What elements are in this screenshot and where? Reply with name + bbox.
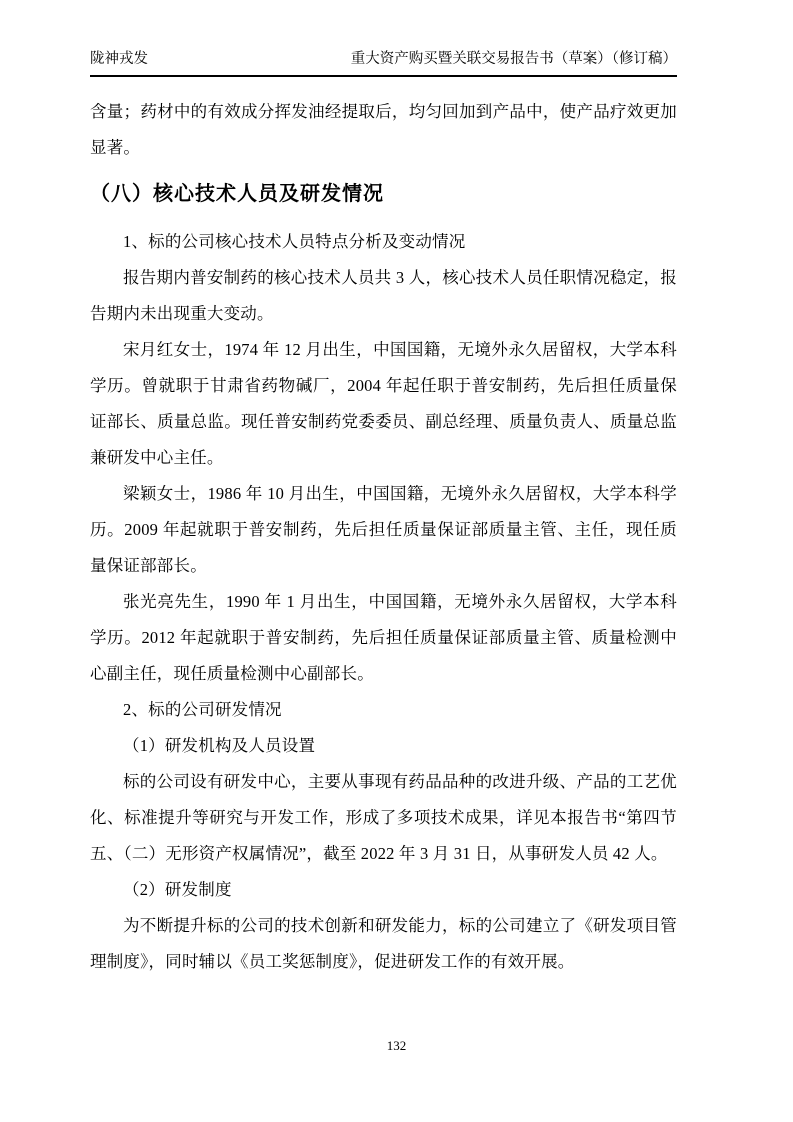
header-rule	[90, 75, 677, 77]
header-company-name: 陇神戎发	[90, 51, 148, 67]
header-report-title: 重大资产购买暨关联交易报告书（草案）（修订稿）	[350, 51, 677, 67]
paragraph-rd-center: 标的公司设有研发中心，主要从事现有药品品种的改进升级、产品的工艺优化、标准提升等研究与开发工作，形成了多项技术成果，详见本报告书“第四节 五、（二）无形资产权属情况”，截至 2022 年 3 月 31 日，从事研发人员 42 人。	[90, 772, 677, 863]
subheading-rd-overview: 2、标的公司研发情况	[123, 700, 282, 719]
subheading-rd-org-personnel: （1）研发机构及人员设置	[123, 736, 316, 755]
paragraph-core-personnel-count: 报告期内普安制药的核心技术人员共 3 人，核心技术人员任职情况稳定，报告期内未出现重大变动。	[90, 268, 677, 323]
section-heading-core-tech-rd: （八）核心技术人员及研发情况	[90, 183, 384, 205]
page-number: 132	[386, 1038, 407, 1053]
paragraph-song-yuehong-bio: 宋月红女士，1974 年 12 月出生，中国国籍，无境外永久居留权，大学本科学历。曾就职于甘肃省药物碱厂，2004 年起任职于普安制药，先后担任质量保证部长、质量总监。现任普安制药党委委员、副总经理、质量负责人、质量总监兼研发中心主任。	[90, 340, 677, 467]
paragraph-product-effect: 含量；药材中的有效成分挥发油经提取后，均匀回加到产品中，使产品疗效更加显著。	[90, 102, 677, 157]
page-footer	[0, 1037, 793, 1055]
paragraph-liang-ying-bio: 梁颖女士，1986 年 10 月出生，中国国籍，无境外永久居留权，大学本科学历。2009 年起就职于普安制药，先后担任质量保证部质量主管、主任，现任质量保证部部长。	[90, 484, 677, 575]
paragraph-zhang-guangliang-bio: 张光亮先生，1990 年 1 月出生，中国国籍，无境外永久居留权，大学本科学历。2012 年起就职于普安制药，先后担任质量保证部质量主管、质量检测中心副主任，现任质量检测中心副部长。	[90, 592, 677, 683]
document-body	[90, 94, 677, 980]
page-header	[90, 50, 677, 74]
subheading-core-personnel-analysis: 1、标的公司核心技术人员特点分析及变动情况	[123, 232, 466, 251]
subheading-rd-system: （2）研发制度	[123, 880, 232, 899]
paragraph-rd-policies: 为不断提升标的公司的技术创新和研发能力，标的公司建立了《研发项目管理制度》，同时辅以《员工奖惩制度》，促进研发工作的有效开展。	[90, 916, 677, 971]
